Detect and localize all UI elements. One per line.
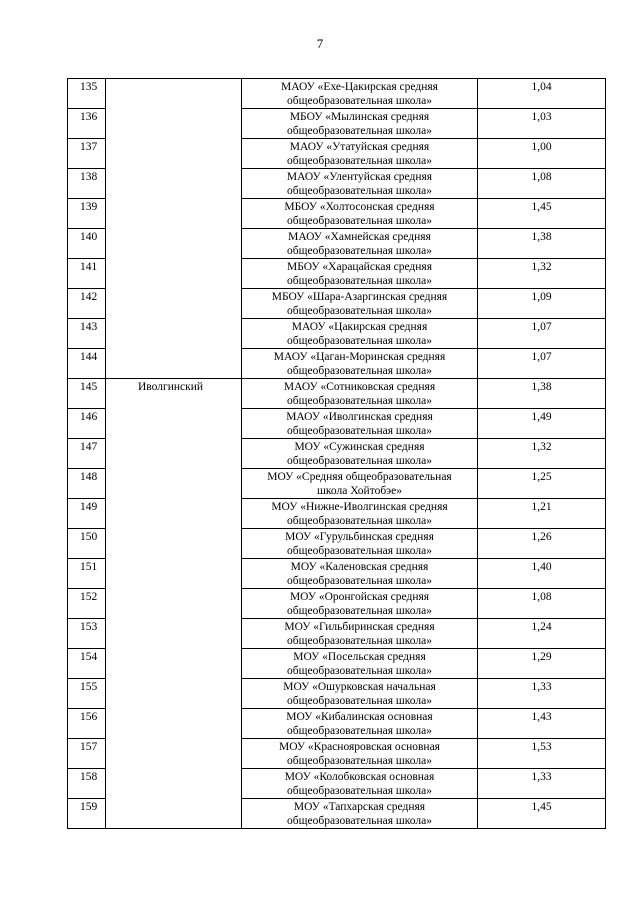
school-name-line-2: общеобразовательная школа» — [287, 725, 432, 737]
school-name-cell — [242, 619, 478, 649]
school-name-line-1: МАОУ «Утатуйская средняя — [289, 141, 430, 153]
row-number: 153 — [68, 619, 106, 649]
school-name-line-2: общеобразовательная школа» — [287, 365, 432, 377]
school-name-line-1: МОУ «Краснояровская основная — [279, 741, 440, 753]
school-name-cell — [242, 259, 478, 289]
school-name-line-2: общеобразовательная школа» — [287, 605, 432, 617]
school-name-line-1: МБОУ «Холтосонская средняя — [284, 201, 435, 213]
school-name-line-2: общеобразовательная школа» — [287, 305, 432, 317]
school-name-line-2: общеобразовательная школа» — [287, 545, 432, 557]
school-name-line-2: общеобразовательная школа» — [287, 95, 432, 107]
school-name-line-1: МОУ «Колобковская основная — [284, 771, 435, 783]
school-name-line-1: МОУ «Тапхарская средняя — [293, 801, 426, 813]
school-name-cell — [242, 769, 478, 799]
school-name-line-2: общеобразовательная школа» — [287, 155, 432, 167]
school-name-line-2: общеобразовательная школа» — [287, 275, 432, 287]
school-name-line-1: МАОУ «Иволгинская средняя — [286, 411, 433, 423]
school-name-cell — [242, 439, 478, 469]
coefficient-value: 1,43 — [478, 709, 606, 739]
row-number: 138 — [68, 169, 106, 199]
school-name-line-1: МАОУ «Ехе-Цакирская средняя — [281, 81, 438, 93]
row-number: 158 — [68, 769, 106, 799]
district-cell — [106, 79, 242, 379]
coefficient-value: 1,33 — [478, 679, 606, 709]
coefficient-value: 1,45 — [478, 799, 606, 829]
school-name-line-1: МАОУ «Цаган-Моринская средняя — [273, 351, 446, 363]
school-name-line-2: общеобразовательная школа» — [287, 695, 432, 707]
school-name-line-1: МОУ «Средняя общеобразовательная — [267, 471, 452, 483]
coefficient-value: 1,40 — [478, 559, 606, 589]
school-name-cell — [242, 709, 478, 739]
school-name-cell — [242, 589, 478, 619]
row-number: 148 — [68, 469, 106, 499]
school-name-cell — [242, 169, 478, 199]
school-name-line-2: общеобразовательная школа» — [287, 425, 432, 437]
school-name-line-2: общеобразовательная школа» — [287, 755, 432, 767]
school-name-line-1: МБОУ «Шара-Азаргинская средняя — [271, 291, 448, 303]
school-name-line-1: МОУ «Гильбиринская средняя — [284, 621, 435, 633]
coefficient-value: 1,53 — [478, 739, 606, 769]
coefficient-value: 1,25 — [478, 469, 606, 499]
school-name-line-2: общеобразовательная школа» — [287, 785, 432, 797]
coefficient-value: 1,32 — [478, 439, 606, 469]
row-number: 141 — [68, 259, 106, 289]
coefficient-value: 1,00 — [478, 139, 606, 169]
coefficient-value: 1,03 — [478, 109, 606, 139]
school-name-cell — [242, 289, 478, 319]
row-number: 142 — [68, 289, 106, 319]
school-name-line-2: общеобразовательная школа» — [287, 575, 432, 587]
row-number: 155 — [68, 679, 106, 709]
school-name-line-1: МАОУ «Улентуйская средняя — [286, 171, 433, 183]
school-name-cell — [242, 379, 478, 409]
coefficient-value: 1,21 — [478, 499, 606, 529]
school-name-line-2: общеобразовательная школа» — [287, 245, 432, 257]
school-name-line-1: МОУ «Ошурковская начальная — [283, 681, 436, 693]
coefficient-value: 1,29 — [478, 649, 606, 679]
row-number: 151 — [68, 559, 106, 589]
coefficient-value: 1,38 — [478, 229, 606, 259]
coefficient-value: 1,49 — [478, 409, 606, 439]
table-row — [68, 79, 606, 109]
school-name-line-1: МАОУ «Цакирская средняя — [291, 321, 428, 333]
table-body — [68, 79, 606, 829]
coefficient-value: 1,45 — [478, 199, 606, 229]
school-name-cell — [242, 559, 478, 589]
row-number: 143 — [68, 319, 106, 349]
school-name-line-2: школа Хойтобэе» — [317, 485, 402, 497]
school-name-line-1: МОУ «Кибалинская основная — [286, 711, 433, 723]
coefficient-value: 1,09 — [478, 289, 606, 319]
coefficient-value: 1,08 — [478, 169, 606, 199]
school-name-line-1: МБОУ «Мылинская средняя — [289, 111, 430, 123]
school-name-cell — [242, 79, 478, 109]
row-number: 157 — [68, 739, 106, 769]
coefficient-value: 1,04 — [478, 79, 606, 109]
school-name-line-1: МОУ «Каленовская средняя — [290, 561, 429, 573]
row-number: 156 — [68, 709, 106, 739]
school-name-line-2: общеобразовательная школа» — [287, 815, 432, 827]
school-name-line-2: общеобразовательная школа» — [287, 125, 432, 137]
row-number: 135 — [68, 79, 106, 109]
schools-table — [67, 78, 606, 829]
row-number: 136 — [68, 109, 106, 139]
school-name-cell — [242, 529, 478, 559]
school-name-line-2: общеобразовательная школа» — [287, 395, 432, 407]
school-name-line-1: МАОУ «Сотниковская средняя — [283, 381, 436, 393]
coefficient-value: 1,24 — [478, 619, 606, 649]
school-name-cell — [242, 739, 478, 769]
school-name-line-1: МОУ «Нижне-Иволгинская средняя — [271, 501, 448, 513]
district-cell: Иволгинский — [106, 379, 242, 829]
row-number: 146 — [68, 409, 106, 439]
school-name-line-2: общеобразовательная школа» — [287, 185, 432, 197]
school-name-cell — [242, 139, 478, 169]
school-name-cell — [242, 349, 478, 379]
coefficient-value: 1,33 — [478, 769, 606, 799]
school-name-cell — [242, 109, 478, 139]
row-number: 149 — [68, 499, 106, 529]
coefficient-value: 1,07 — [478, 349, 606, 379]
school-name-cell — [242, 499, 478, 529]
school-name-line-2: общеобразовательная школа» — [287, 665, 432, 677]
school-name-line-1: МОУ «Сужинская средняя — [294, 441, 425, 453]
school-name-line-2: общеобразовательная школа» — [287, 215, 432, 227]
page-number: 7 — [316, 36, 324, 51]
table-row — [68, 379, 606, 409]
school-name-cell — [242, 319, 478, 349]
school-name-line-2: общеобразовательная школа» — [287, 335, 432, 347]
coefficient-value: 1,38 — [478, 379, 606, 409]
school-name-line-1: МОУ «Посельская средняя — [293, 651, 426, 663]
row-number: 147 — [68, 439, 106, 469]
coefficient-value: 1,07 — [478, 319, 606, 349]
school-name-cell — [242, 799, 478, 829]
school-name-line-1: МАОУ «Хамнейская средняя — [288, 231, 431, 243]
school-name-cell — [242, 679, 478, 709]
school-name-cell — [242, 409, 478, 439]
row-number: 150 — [68, 529, 106, 559]
school-name-line-2: общеобразовательная школа» — [287, 635, 432, 647]
row-number: 140 — [68, 229, 106, 259]
row-number: 152 — [68, 589, 106, 619]
coefficient-value: 1,26 — [478, 529, 606, 559]
school-name-line-1: МОУ «Гурульбинская средняя — [285, 531, 434, 543]
school-name-cell — [242, 229, 478, 259]
school-name-line-1: МБОУ «Харацайская средняя — [286, 261, 433, 273]
row-number: 137 — [68, 139, 106, 169]
school-name-line-2: общеобразовательная школа» — [287, 455, 432, 467]
school-name-line-1: МОУ «Оронгойская средняя — [289, 591, 430, 603]
row-number: 159 — [68, 799, 106, 829]
school-name-cell — [242, 199, 478, 229]
row-number: 144 — [68, 349, 106, 379]
row-number: 154 — [68, 649, 106, 679]
school-name-line-2: общеобразовательная школа» — [287, 515, 432, 527]
row-number: 145 — [68, 379, 106, 409]
coefficient-value: 1,08 — [478, 589, 606, 619]
school-name-cell — [242, 649, 478, 679]
school-name-cell — [242, 469, 478, 499]
coefficient-value: 1,32 — [478, 259, 606, 289]
row-number: 139 — [68, 199, 106, 229]
